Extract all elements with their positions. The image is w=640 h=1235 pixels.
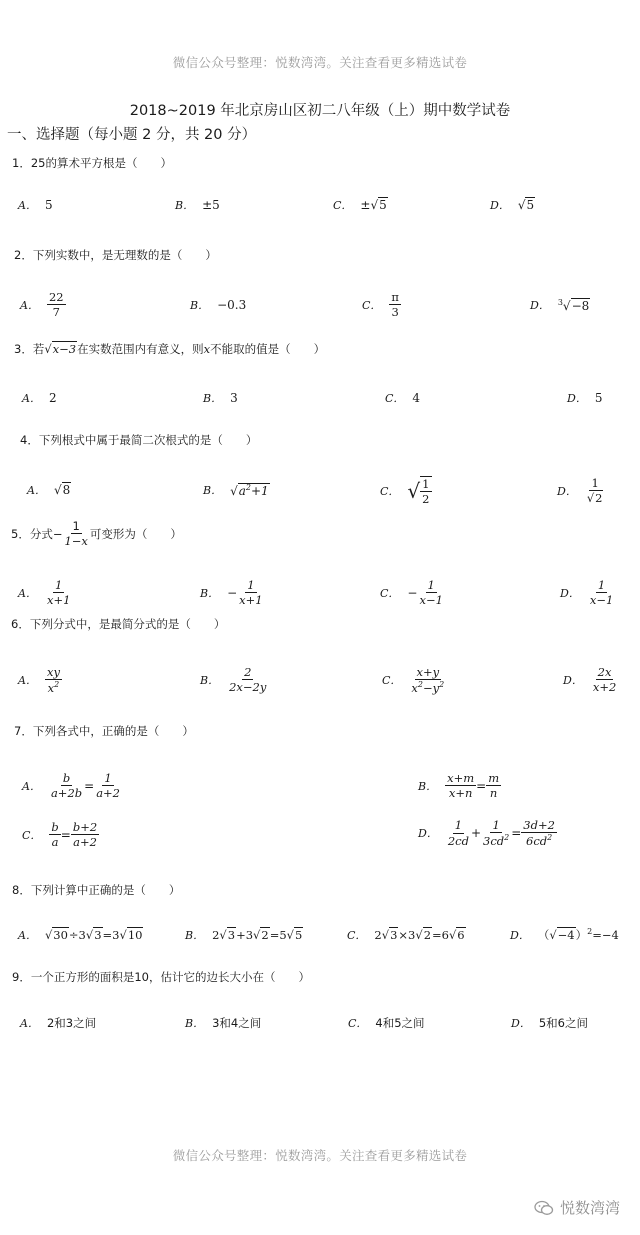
- q1-option-b: B． ±5: [175, 198, 220, 212]
- q5-option-b: B． − $\frac{1}{x+1}$: [200, 578, 263, 608]
- q4-option-b: B． $√a^2+1$: [203, 482, 269, 498]
- q1-option-d: D． √5: [490, 198, 535, 212]
- page-title: 2018~2019 年北京房山区初二八年级（上）期中数学试卷: [129, 103, 511, 119]
- q8-option-d: D． $(√-4)^2=-4$: [510, 927, 619, 942]
- q5-option-a: A． $\frac{1}{x+1}$: [18, 578, 71, 608]
- wechat-logo-icon: [534, 1200, 554, 1216]
- q3-option-d: D． 5: [567, 391, 603, 405]
- footer-note: 微信公众号整理：悦数湾湾。关注查看更多精选试卷: [172, 1148, 468, 1163]
- section-heading: 一、选择题（每小题 2 分，共 20 分）: [7, 127, 257, 143]
- q7-option-a: A． $\frac{b}{a+2b}$ = $\frac{1}{a+2}$: [22, 771, 120, 801]
- q2-option-a: A． $\frac{22}{7}$: [20, 290, 64, 320]
- q7-option-d: D． $\frac{1}{2cd}$ + $\frac{1}{3cd^2}$ = $\frac{3d+2}{6cd^2}$: [418, 818, 555, 849]
- question-1-stem: 1．25的算术平方根是（ ）: [12, 156, 172, 170]
- question-5-stem: 5．分式− $\frac{1}{1-x}$ 可变形为（ ）: [11, 519, 182, 549]
- q6-option-b: B． $\frac{2}{2x-2y}$: [200, 665, 267, 695]
- q7-option-b: B． $\frac{x+m}{x+n}$ = $\frac{m}{n}$: [418, 771, 500, 801]
- question-7-stem: 7．下列各式中，正确的是（ ）: [14, 724, 194, 738]
- q2-option-b: B． −0.3: [190, 298, 247, 312]
- q8-option-b: B． 2√3+3√2=5√5: [185, 928, 303, 942]
- question-8-stem: 8．下列计算中正确的是（ ）: [12, 883, 181, 897]
- watermark: [534, 1197, 620, 1218]
- q5-option-d: D． $\frac{1}{x-1}$: [560, 578, 614, 608]
- q1-option-a: A． 5: [18, 198, 53, 212]
- q9-option-d: D． 5和6之间: [511, 1016, 588, 1030]
- q4-option-a: A． √8: [27, 483, 71, 497]
- watermark-text: 悦数湾湾: [559, 1199, 620, 1217]
- question-4-stem: 4．下列根式中属于最简二次根式的是（ ）: [20, 433, 258, 447]
- q4-option-c: C． √ $\frac{1}{2}$: [380, 477, 430, 507]
- q4-option-d: D． $\frac{1}{√2}$: [557, 476, 603, 506]
- q2-option-d: D． $^3$√−8: [530, 297, 590, 313]
- q9-option-a: A． 2和3之间: [20, 1016, 97, 1030]
- q3-option-b: B． 3: [203, 391, 238, 405]
- question-6-stem: 6．下列分式中，是最简分式的是（ ）: [11, 617, 226, 631]
- q3-option-a: A． 2: [22, 391, 57, 405]
- q6-option-c: C． $\frac{x+y}{x^2-y^2}$: [382, 665, 445, 696]
- q9-option-b: B． 3和4之间: [185, 1016, 262, 1030]
- q1-option-c: C． ±√5: [333, 198, 387, 212]
- q8-option-a: A． √30÷3√3=3√10: [18, 928, 143, 942]
- question-9-stem: 9．一个正方形的面积是10，估计它的边长大小在（ ）: [12, 970, 310, 984]
- q9-option-c: C． 4和5之间: [348, 1016, 425, 1030]
- q6-option-d: D． $\frac{2x}{x+2}$: [563, 665, 617, 695]
- q7-option-c: C． $\frac{b}{a}$ = $\frac{b+2}{a+2}$: [22, 820, 98, 850]
- q8-option-c: C． 2√3×3√2=6√6: [347, 928, 465, 942]
- q6-option-a: A． $\frac{xy}{x^2}$: [18, 665, 60, 696]
- q5-option-c: C． − $\frac{1}{x-1}$: [380, 578, 443, 608]
- q2-option-c: C． $\frac{\pi}{3}$: [362, 290, 399, 320]
- header-note: 微信公众号整理：悦数湾湾。关注查看更多精选试卷: [172, 55, 468, 70]
- question-2-stem: 2．下列实数中，是无理数的是（ ）: [14, 248, 217, 262]
- q3-option-c: C． 4: [385, 391, 421, 405]
- question-3-stem: 3．若√x−3在实数范围内有意义，则x不能取的值是（ ）: [14, 342, 326, 356]
